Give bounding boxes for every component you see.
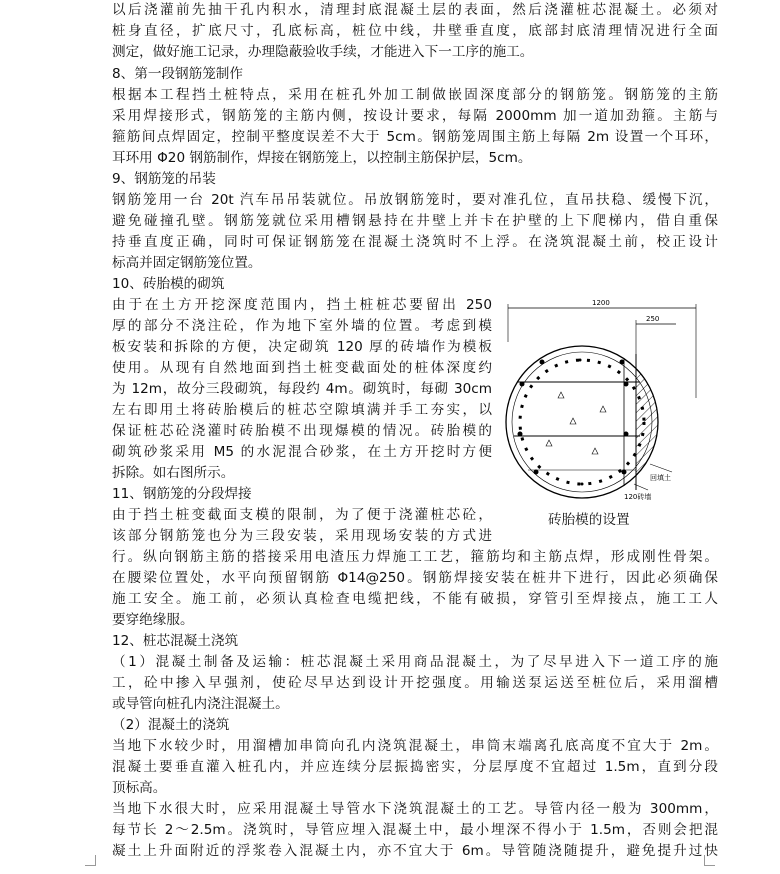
corner-mark-right <box>704 855 715 866</box>
text-line: 当地下水很大时，应采用混凝土导管水下浇筑混凝土的工艺。导管内径一般为 300mm， <box>112 801 718 817</box>
text-line: 每节长 2～2.5m。浇筑时，导管应埋入混凝土中，最小埋深不得小于 1.5m，否则会把混 <box>112 822 718 838</box>
text-line: 避免碰撞孔壁。钢筋笼就位采用槽钢悬持在井壁上并卡在护壁的上下爬梯内，借自重保 <box>112 213 718 229</box>
text-line: 工，砼中掺入早强剂，使砼尽早达到设计开挖强度。用输送泵运送至桩位后，采用溜槽 <box>112 675 718 691</box>
section-heading: 10、砖胎模的砌筑 <box>112 276 225 292</box>
text-line: 标高并固定钢筋笼位置。 <box>112 255 262 271</box>
dimension-total-label: 1200 <box>592 299 610 307</box>
section-heading: 11、钢筋笼的分段焊接 <box>112 486 252 502</box>
text-line: 左右即用土将砖胎模后的桩芯空隙填满并手工夯实，以 <box>112 402 492 418</box>
text-line: 桩身直径，扩底尺寸，孔底标高，桩位中线，井壁垂直度，底部封底清理情况进行全面 <box>112 23 718 39</box>
text-line: 凝土上升面附近的浮浆卷入混凝土内，亦不宜大于 6m。导管随浇随提升，避免提升过快 <box>112 843 718 859</box>
backfill-label: 回填土 <box>650 474 671 482</box>
section-heading: 9、钢筋笼的吊装 <box>112 171 216 187</box>
text-line: 或导管向桩孔内浇注混凝土。 <box>112 696 289 712</box>
text-line: 箍筋间点焊固定，控制平整度误差不大于 5cm。钢筋笼周围主筋上每隔 2m 设置一个耳环， <box>112 129 718 145</box>
figure-caption: 砖胎模的设置 <box>548 512 630 528</box>
text-line: 持垂直度正确，同时可保证钢筋笼在混凝土浇筑时不上浮。在浇筑混凝土前，校正设计 <box>112 234 718 250</box>
text-line: 厚的部分不浇注砼，作为地下室外墙的位置。考虑到模 <box>112 318 492 334</box>
dimension-wall-label: 250 <box>646 315 660 323</box>
brick-wall-label: 120砖墙 <box>624 493 652 501</box>
text-line: 在腰梁位置处，水平向预留钢筋 Φ14@250。钢筋焊接安装在桩井下进行，因此必须确保 <box>112 570 718 586</box>
text-line: 由于挡土桩变截面支模的限制，为了便于浇灌桩芯砼， <box>112 507 492 523</box>
text-line: 行。纵向钢筋主筋的搭接采用电渣压力焊施工工艺，箍筋均和主筋点焊，形成刚性骨架。 <box>112 549 718 565</box>
text-line: 要穿绝缘服。 <box>112 612 194 628</box>
text-line: 当地下水较少时，用溜槽加串筒向孔内浇筑混凝土，串筒末端离孔底高度不宜大于 2m。 <box>112 738 718 754</box>
section-heading: 12、桩芯混凝土浇筑 <box>112 633 239 649</box>
text-line: 耳环用 Φ20 钢筋制作，焊接在钢筋笼上，以控制主筋保护层，5cm。 <box>112 150 532 166</box>
text-line: 测定，做好施工记录，办理隐蔽验收手续，才能进入下一工序的施工。 <box>112 44 534 60</box>
text-line: 砌筑砂浆采用 M5 的水泥混合砂浆，在土方开挖时方便 <box>112 444 492 460</box>
corner-mark-left <box>85 855 96 866</box>
text-line: 钢筋笼用一台 20t 汽车吊吊装就位。吊放钢筋笼时，要对准孔位，直吊扶稳、缓慢下沉， <box>112 192 718 208</box>
text-line: 顶标高。 <box>112 780 167 796</box>
brick-mold-diagram <box>500 294 710 504</box>
text-line: 使用。从现有自然地面到挡土桩变截面处的桩体深度约 <box>112 360 492 376</box>
text-line: （1）混凝土制备及运输：桩芯混凝土采用商品混凝土，为了尽早进入下一道工序的施 <box>112 654 718 670</box>
text-line: 混凝土要垂直灌入桩孔内，并应连续分层振捣密实，分层厚度不宜超过 1.5m，直到分段 <box>112 759 718 775</box>
brick-mold-figure <box>500 294 710 504</box>
page-corner-marks <box>85 855 715 869</box>
text-line: 该部分钢筋笼也分为三段安装，采用现场安装的方式进 <box>112 528 492 544</box>
section-heading: 8、第一段钢筋笼制作 <box>112 66 243 82</box>
text-line: 保证桩芯砼浇灌时砖胎模不出现爆模的情况。砖胎模的 <box>112 423 492 439</box>
text-line: 施工安全。施工前，必须认真检查电缆把线，不能有破损，穿管引至焊接点，施工工人 <box>112 591 718 607</box>
text-line: 由于在土方开挖深度范围内，挡土桩桩芯要留出 250 <box>112 297 492 313</box>
subsection-heading: （2）混凝土的浇筑 <box>112 717 230 733</box>
text-line: 板安装和拆除的方便，决定砌筑 120 厚的砖墙作为模板 <box>112 339 492 355</box>
text-line: 采用焊接形式，钢筋笼的主筋内侧，按设计要求，每隔 2000mm 加一道加劲箍。主筋与 <box>112 108 718 124</box>
text-line: 根据本工程挡土桩特点，采用在桩孔外加工制做嵌固深度部分的钢筋笼。钢筋笼的主筋 <box>112 87 718 103</box>
text-line: 拆除。如右图所示。 <box>112 465 235 481</box>
text-line: 以后浇灌前先抽干孔内积水，清理封底混凝土层的表面，然后浇灌桩芯混凝土。必须对 <box>112 2 718 18</box>
text-line: 为 12m，故分三段砌筑，每段约 4m。砌筑时，每砌 30cm <box>112 381 492 397</box>
